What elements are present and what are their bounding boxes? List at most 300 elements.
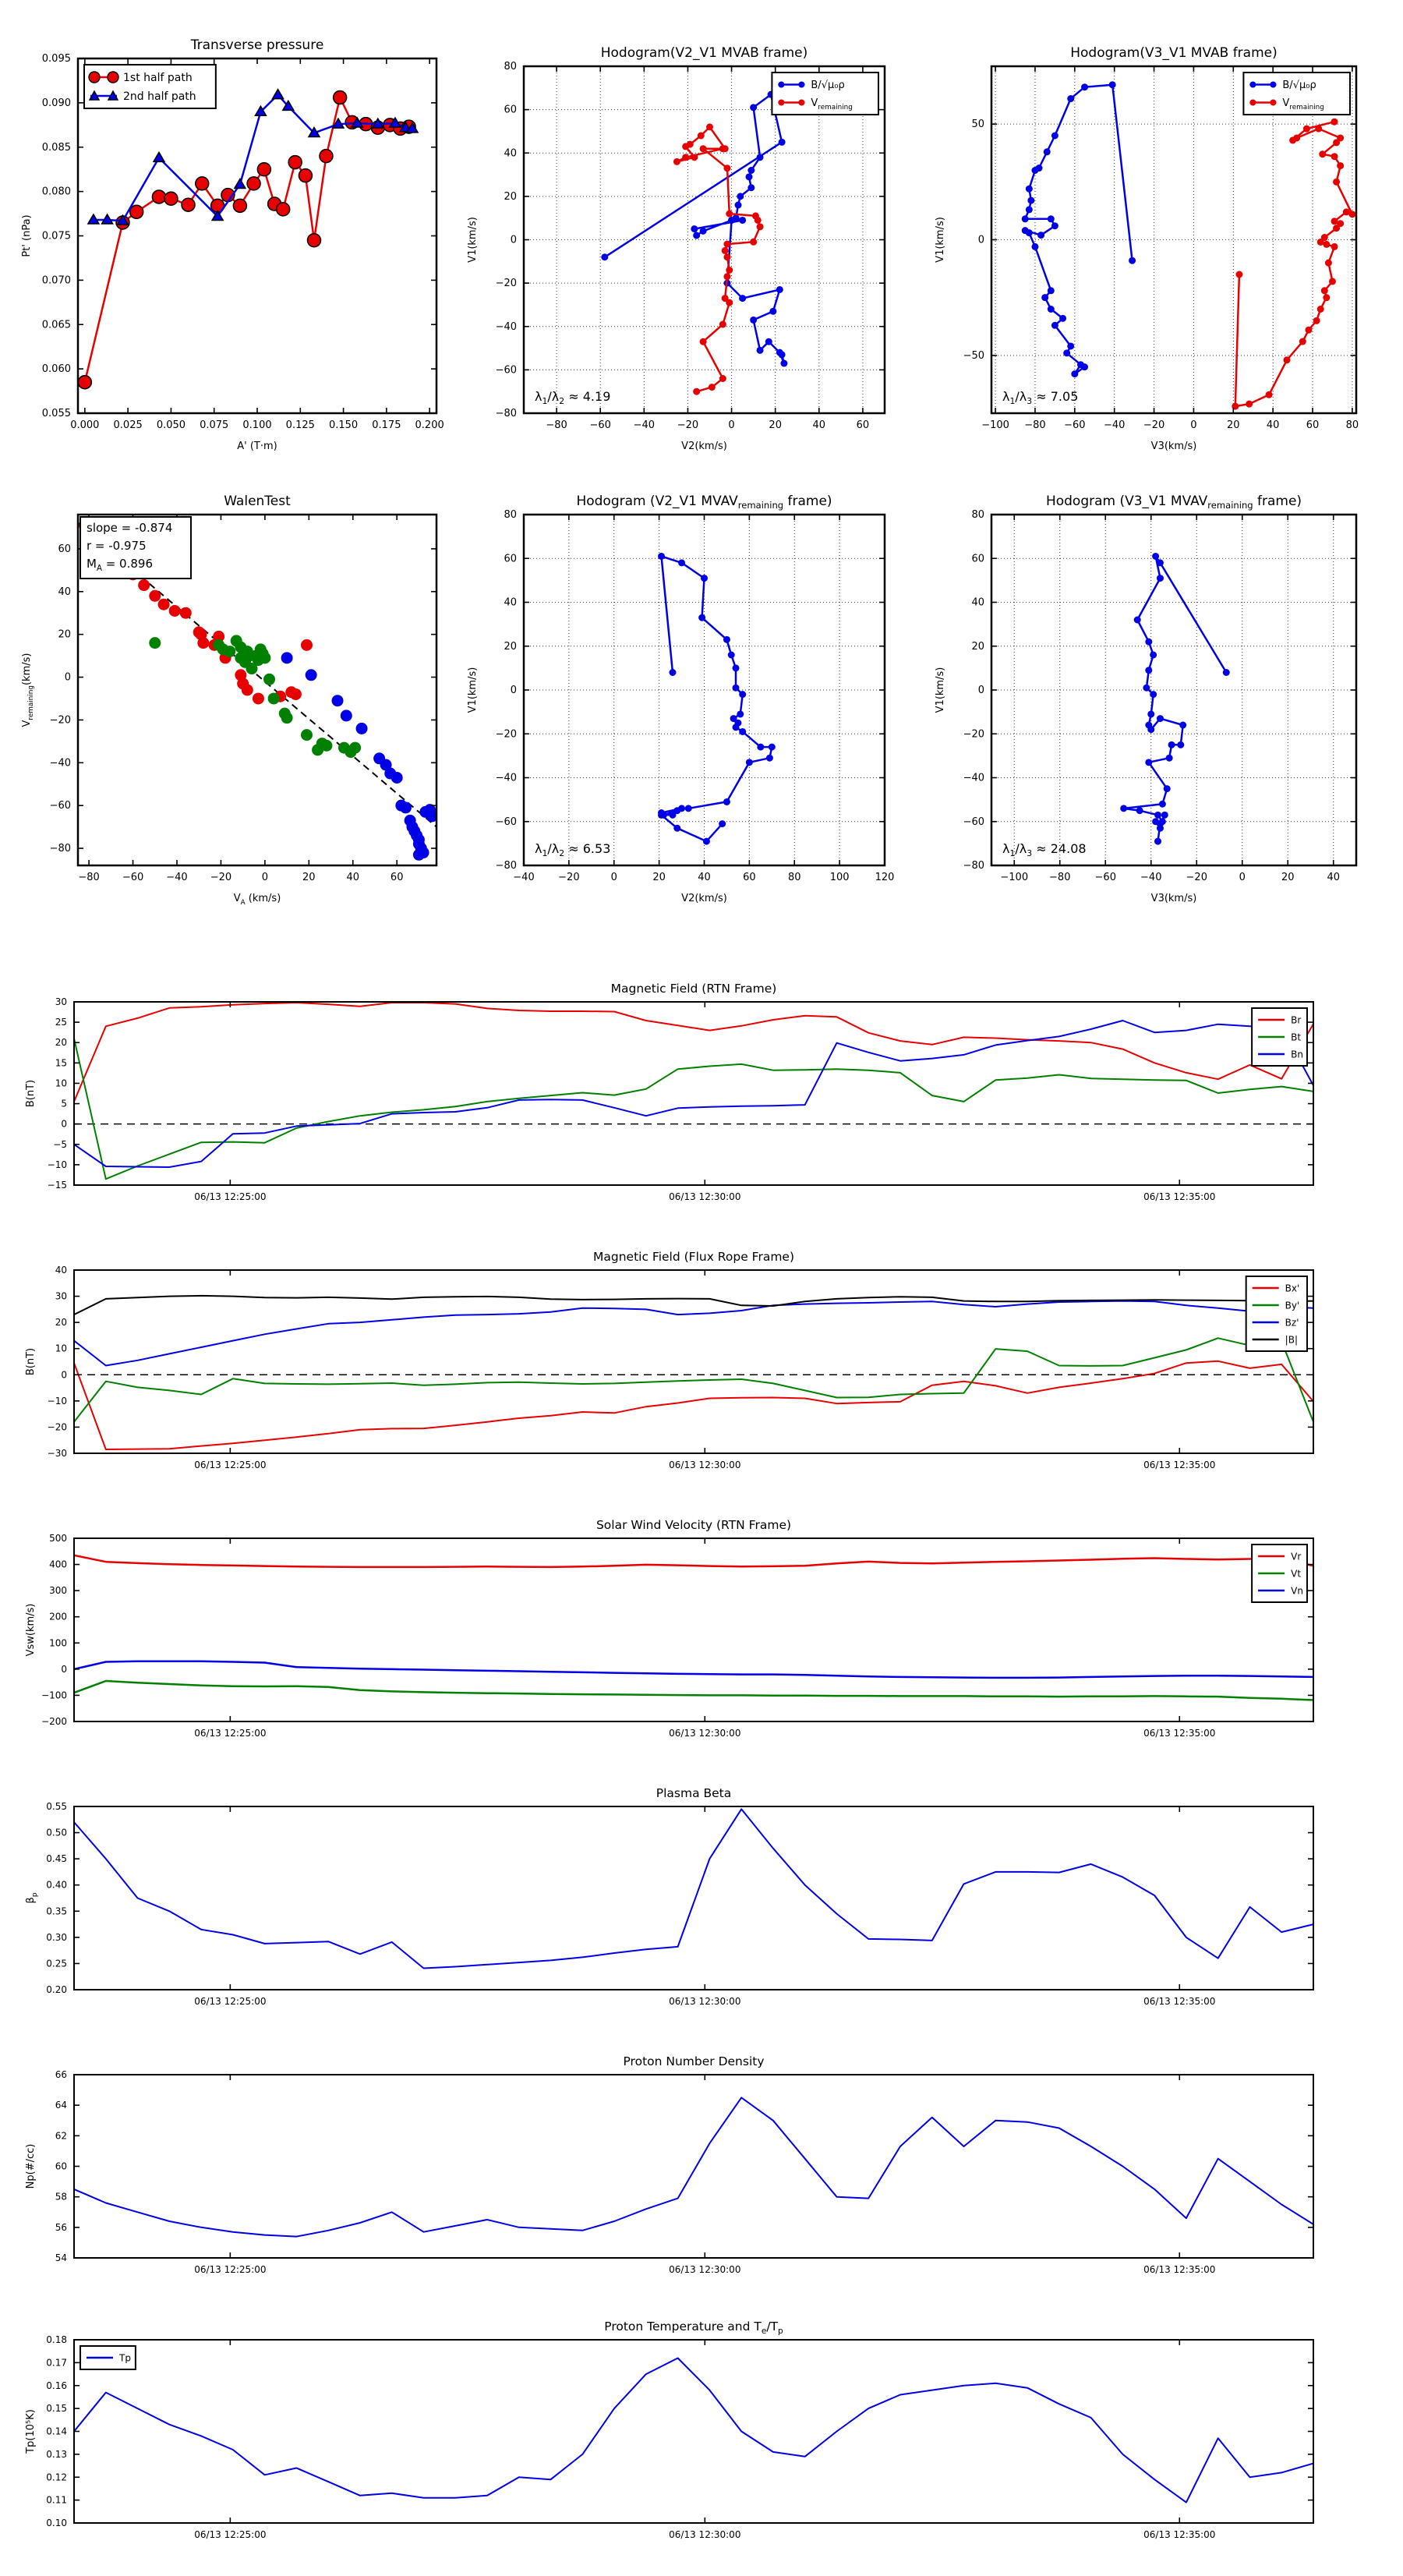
y-tick-label: −80 [963, 860, 984, 872]
legend-label: Bx' [1285, 1283, 1300, 1294]
proton-number-density [0, 2040, 1403, 2308]
axes-frame [524, 66, 885, 413]
y-tick-label: 20 [55, 1037, 67, 1049]
y-tick-label: 62 [55, 2130, 67, 2142]
y-tick-label: −20 [49, 714, 71, 727]
proton-temperature-tp-line [74, 2358, 1313, 2503]
x-tick-label: −100 [1000, 872, 1029, 883]
y-tick-label: 40 [58, 586, 71, 598]
x-tick-label: 0 [1239, 872, 1246, 883]
stats-line: slope = -0.874 [87, 521, 173, 535]
x-tick-label: 60 [390, 872, 404, 883]
x-tick-label: 06/13 12:25:00 [194, 1996, 267, 2007]
series-group [74, 1003, 1313, 1179]
series-group [74, 2097, 1313, 2236]
y-tick-label: 0 [61, 1369, 67, 1381]
x-tick-label: −60 [589, 419, 611, 431]
series-group [74, 1555, 1313, 1700]
chart-title: Magnetic Field (Flux Rope Frame) [593, 1250, 794, 1264]
y-axis-label: Np(#/cc) [25, 2143, 37, 2189]
x-tick-label: −40 [1140, 872, 1162, 883]
solar-wind-velocity-vt-line [74, 1681, 1313, 1700]
tick-labels [46, 2334, 1215, 2540]
x-tick-label: −20 [1186, 872, 1207, 883]
x-tick-label: 100 [829, 872, 850, 883]
y-tick-label: 58 [55, 2191, 67, 2203]
x-tick-label: 06/13 12:30:00 [669, 2529, 741, 2540]
y-tick-label: −50 [963, 349, 984, 362]
hodogram-v2v1-mvab-v-remaining-line [677, 127, 760, 391]
x-tick-label: 06/13 12:25:00 [194, 1728, 267, 1739]
x-tick-label: −100 [981, 419, 1009, 431]
y-axis-label: Pt' (nPa) [21, 214, 33, 257]
hodogram-v3v1-mvav-v-hodogram-line [1124, 556, 1227, 841]
hodogram-v3v1-mvav-svg [935, 456, 1403, 922]
legend-label: Vt [1291, 1568, 1302, 1580]
gridlines [991, 515, 1356, 865]
gridlines [991, 66, 1356, 413]
y-tick-label: 300 [49, 1585, 67, 1597]
chart-title: Hodogram(V2_V1 MVAB frame) [600, 45, 808, 61]
y-tick-label: 0.35 [46, 1905, 67, 1917]
y-tick-label: 0 [510, 234, 517, 246]
y-axis-label: B(nT) [25, 1079, 37, 1108]
legend-label: By' [1285, 1300, 1300, 1311]
magnetic-field-rtn-bt-line [74, 1039, 1313, 1179]
proton-number-density-svg [0, 2040, 1403, 2308]
legend-label: Bn [1291, 1049, 1303, 1060]
y-tick-label: 50 [971, 119, 984, 131]
chart-title: Hodogram (V3_V1 $MVAV_{remaining}$ frame) [1045, 494, 1302, 511]
y-tick-label: 0.11 [46, 2494, 67, 2506]
x-tick-label: −40 [1103, 419, 1126, 431]
x-axis-label: $V_A$ (km/s) [233, 893, 281, 907]
x-tick-label: −20 [210, 872, 232, 883]
x-tick-label: −40 [166, 872, 188, 883]
x-tick-label: 0.150 [328, 419, 359, 431]
y-tick-label: −60 [49, 800, 71, 812]
y-tick-label: 25 [55, 1017, 67, 1028]
axes-frame [991, 66, 1356, 413]
legend [84, 65, 216, 108]
y-tick-label: 20 [58, 628, 71, 641]
legend-label: 2nd half path [123, 90, 196, 104]
chart-title: Proton Temperature and $T_e/T_p$ [604, 2319, 783, 2336]
y-tick-label: 0 [64, 671, 71, 684]
magnetic-field-rtn-br-line [74, 1003, 1313, 1102]
y-tick-label: 0 [61, 1118, 67, 1130]
y-tick-label: −20 [495, 728, 517, 741]
chart-title: WalenTest [224, 494, 291, 509]
x-tick-label: 06/13 12:25:00 [194, 1191, 267, 1202]
chart-title: Hodogram (V2_V1 $MVAV_{remaining}$ frame) [576, 494, 832, 511]
x-tick-label: 06/13 12:35:00 [1143, 1191, 1216, 1202]
x-tick-label: 0.025 [113, 419, 143, 431]
series-group [1022, 81, 1356, 409]
transverse-pressure-second-half-path-line [94, 95, 412, 221]
y-tick-label: 0.095 [41, 53, 71, 65]
x-tick-label: 0.200 [415, 419, 444, 431]
x-tick-label: −80 [1024, 419, 1046, 431]
y-tick-label: 15 [55, 1057, 67, 1069]
y-axis-label: V1(km/s) [468, 667, 479, 713]
y-tick-label: 10 [55, 1343, 67, 1354]
x-tick-label: −20 [1143, 419, 1165, 431]
magnetic-field-flux-rope-b-mag-line [74, 1296, 1313, 1315]
legend-label: Vn [1291, 1585, 1303, 1597]
chart-title: Hodogram(V3_V1 MVAB frame) [1070, 45, 1278, 61]
legend [1246, 1276, 1307, 1351]
y-tick-label: 0.085 [41, 141, 71, 154]
y-tick-label: 40 [504, 147, 517, 160]
solar-wind-velocity [0, 1503, 1403, 1771]
x-tick-label: 20 [652, 872, 666, 883]
x-tick-label: −60 [1064, 419, 1086, 431]
x-tick-label: 20 [769, 419, 782, 431]
y-tick-label: 0.090 [41, 97, 71, 109]
x-tick-label: −20 [677, 419, 699, 431]
y-tick-label: 0 [977, 685, 984, 696]
legend [1252, 1545, 1307, 1602]
x-tick-label: 20 [1227, 419, 1240, 431]
legend [1243, 73, 1350, 115]
magnetic-field-rtn-bn-line [74, 1021, 1313, 1167]
y-tick-label: 30 [55, 996, 67, 1007]
y-tick-label: −20 [47, 1421, 67, 1433]
y-tick-label: −80 [495, 408, 517, 419]
y-tick-label: 400 [49, 1559, 67, 1570]
proton-number-density-np-line [74, 2097, 1313, 2236]
tick-labels [48, 996, 1216, 1202]
y-tick-label: 0.12 [46, 2472, 67, 2483]
y-tick-label: 0.45 [46, 1853, 67, 1865]
y-tick-label: 10 [55, 1077, 67, 1089]
x-axis-label: V2(km/s) [681, 441, 727, 452]
tick-labels [41, 1533, 1215, 1739]
y-tick-label: 100 [49, 1637, 67, 1649]
annotation: $\lambda_1/\lambda_2 \approx 6.53$ [535, 841, 611, 858]
legend-label: Vr [1291, 1551, 1302, 1562]
magnetic-field-rtn-svg [0, 967, 1403, 1235]
y-tick-label: 40 [971, 596, 984, 609]
legend-label: Bt [1291, 1031, 1302, 1043]
proton-temperature [0, 2305, 1403, 2573]
magnetic-field-flux-rope-by-prime-line [74, 1338, 1313, 1421]
series-group [601, 91, 787, 395]
walen-test [0, 456, 468, 922]
y-tick-label: 0.55 [46, 1801, 67, 1812]
legend-label: B/√μ₀ρ [811, 80, 845, 92]
x-axis-label: V2(km/s) [681, 893, 727, 904]
x-tick-label: −80 [546, 419, 567, 431]
x-tick-label: 06/13 12:30:00 [669, 1460, 741, 1470]
transverse-pressure [0, 0, 468, 468]
y-tick-label: 80 [504, 61, 517, 73]
y-tick-label: 0 [61, 1663, 67, 1675]
y-tick-label: 54 [55, 2252, 67, 2263]
legend-label: $V_{remaining}$ [1282, 97, 1324, 112]
tick-labels [496, 509, 895, 883]
x-tick-label: 0.175 [372, 419, 401, 431]
y-tick-label: 60 [971, 553, 984, 565]
x-tick-label: 06/13 12:35:00 [1143, 2264, 1216, 2275]
y-axis-label: Tp(10⁵K) [25, 2409, 37, 2454]
hodogram-v2v1-mvab [468, 0, 935, 468]
hodogram-v2v1-mvav [468, 456, 935, 922]
x-tick-label: 120 [875, 872, 895, 883]
axes-frame [74, 2075, 1313, 2258]
transverse-pressure-first-half-path-line [85, 97, 409, 382]
y-tick-label: −80 [49, 843, 71, 855]
legend-label: B/√μ₀ρ [1282, 80, 1316, 92]
tick-labels [46, 1801, 1215, 2007]
y-tick-label: 0.10 [46, 2518, 67, 2528]
axes-frame [74, 1806, 1313, 1990]
x-tick-label: 40 [346, 872, 360, 883]
stats-line: $M_A = 0.896$ [87, 557, 153, 573]
annotation: $\lambda_1/\lambda_3 \approx 7.05$ [1002, 389, 1079, 406]
tick-labels [496, 61, 870, 431]
legend [80, 2346, 136, 2369]
x-tick-label: 40 [1266, 419, 1280, 431]
y-tick-label: 60 [504, 553, 517, 565]
y-tick-label: 0.075 [41, 230, 71, 242]
tick-labels [55, 2069, 1216, 2275]
x-tick-label: 80 [1345, 419, 1359, 431]
y-tick-label: 0.15 [46, 2403, 67, 2415]
legend-label: $V_{remaining}$ [811, 97, 853, 112]
series-group [658, 553, 776, 845]
y-axis-label: V1(km/s) [935, 217, 946, 263]
x-tick-label: 06/13 12:25:00 [194, 2264, 267, 2275]
y-tick-label: −100 [41, 1690, 67, 1701]
y-tick-label: 64 [55, 2100, 67, 2111]
tick-labels [963, 119, 1359, 431]
axes-frame [74, 1002, 1313, 1185]
y-tick-label: 0.20 [46, 1984, 67, 1995]
x-tick-label: 06/13 12:35:00 [1143, 2529, 1216, 2540]
magnetic-field-flux-rope [0, 1235, 1403, 1503]
y-tick-label: 0 [977, 234, 984, 246]
axes-frame [74, 2340, 1313, 2523]
x-tick-label: 06/13 12:25:00 [194, 1460, 267, 1470]
proton-temperature-svg [0, 2305, 1403, 2573]
x-tick-label: −60 [122, 872, 144, 883]
y-tick-label: 200 [49, 1611, 67, 1622]
x-tick-label: 06/13 12:25:00 [194, 2529, 267, 2540]
plasma-beta-beta-line [74, 1809, 1313, 1968]
x-tick-label: 06/13 12:30:00 [669, 1996, 741, 2007]
x-tick-label: 0 [1190, 419, 1197, 431]
y-tick-label: 0.50 [46, 1827, 67, 1838]
legend-label: Tp [119, 2352, 131, 2364]
y-tick-label: 56 [55, 2221, 67, 2233]
x-tick-label: 60 [743, 872, 756, 883]
y-tick-label: 0.065 [41, 319, 71, 331]
legend-label: |B| [1285, 1334, 1299, 1346]
hodogram-v2v1-mvab-svg [468, 0, 935, 468]
hodogram-v3v1-mvab-b-alfven-line [1025, 85, 1132, 374]
solar-wind-velocity-svg [0, 1503, 1403, 1771]
stats-box [80, 517, 191, 579]
walen-test-svg [0, 456, 468, 922]
x-tick-label: 06/13 12:30:00 [669, 1728, 741, 1739]
chart-title: Plasma Beta [656, 1786, 732, 1800]
y-tick-label: 0.055 [41, 408, 71, 419]
y-tick-label: −80 [495, 860, 517, 872]
gridlines [524, 66, 885, 413]
chart-title: Solar Wind Velocity (RTN Frame) [595, 1518, 792, 1532]
legend-label: Br [1291, 1014, 1302, 1026]
y-axis-label: B(nT) [25, 1347, 37, 1376]
y-tick-label: 0.070 [41, 274, 71, 287]
x-tick-label: 40 [1327, 872, 1341, 883]
y-tick-label: −60 [963, 816, 984, 828]
magnetic-field-rtn [0, 967, 1403, 1235]
axes-frame [991, 515, 1356, 865]
y-axis-label: V1(km/s) [468, 217, 479, 263]
hodogram-v2v1-mvav-svg [468, 456, 935, 922]
magnetic-field-flux-rope-svg [0, 1235, 1403, 1503]
y-tick-label: −40 [495, 320, 517, 333]
x-tick-label: −80 [78, 872, 100, 883]
y-tick-label: 60 [504, 104, 517, 116]
magnetic-field-flux-rope-bz-prime-line [74, 1301, 1313, 1366]
x-tick-label: 0.000 [70, 419, 100, 431]
legend-label: 1st half path [123, 72, 193, 85]
legend-label: Bz' [1285, 1317, 1299, 1329]
y-tick-label: −10 [47, 1159, 67, 1170]
y-tick-label: 20 [504, 190, 517, 203]
chart-title: Proton Number Density [623, 2054, 765, 2068]
hodogram-v3v1-mvab-svg [935, 0, 1403, 468]
y-tick-label: 20 [971, 640, 984, 653]
y-tick-label: 0.13 [46, 2448, 67, 2460]
y-tick-label: −5 [53, 1138, 67, 1150]
chart-title: Magnetic Field (RTN Frame) [610, 982, 777, 996]
chart-title: Transverse pressure [190, 37, 324, 53]
x-tick-label: 80 [787, 872, 801, 883]
x-tick-label: 0 [728, 419, 735, 431]
x-tick-label: 06/13 12:35:00 [1143, 1996, 1216, 2007]
plasma-beta-svg [0, 1771, 1403, 2040]
tick-labels [42, 53, 444, 431]
y-tick-label: −40 [49, 757, 71, 770]
y-tick-label: −40 [963, 772, 984, 784]
series-group [74, 1296, 1313, 1449]
x-tick-label: 40 [812, 419, 826, 431]
y-axis-label: $\beta_p$ [25, 1892, 39, 1904]
x-tick-label: 0 [610, 872, 617, 883]
y-tick-label: 5 [61, 1098, 67, 1109]
y-tick-label: −40 [495, 772, 517, 784]
y-tick-label: 0.14 [46, 2426, 67, 2437]
x-axis-label: V3(km/s) [1150, 441, 1197, 452]
x-tick-label: 0 [261, 872, 269, 883]
series-group [1120, 553, 1230, 845]
y-tick-label: −60 [495, 364, 517, 377]
x-tick-label: 60 [856, 419, 870, 431]
y-tick-label: 40 [504, 596, 517, 609]
solar-wind-velocity-vn-line [74, 1661, 1313, 1678]
gridlines [524, 515, 885, 865]
x-tick-label: −20 [558, 872, 580, 883]
y-tick-label: −200 [41, 1716, 67, 1727]
y-tick-label: 0.17 [46, 2357, 67, 2369]
x-tick-label: 0.075 [200, 419, 229, 431]
y-tick-label: 0.30 [46, 1931, 67, 1943]
y-tick-label: 20 [504, 640, 517, 653]
stats-line: r = -0.975 [87, 539, 147, 553]
y-tick-label: −60 [495, 816, 517, 828]
x-tick-label: −40 [633, 419, 656, 431]
x-tick-label: 0.100 [242, 419, 272, 431]
hodogram-v3v1-mvav [935, 456, 1403, 922]
series-group [78, 90, 418, 389]
legend [1252, 1008, 1307, 1066]
legend [772, 73, 878, 115]
y-tick-label: 40 [55, 1265, 67, 1276]
y-tick-label: 80 [504, 509, 517, 521]
hodogram-v3v1-mvab [935, 0, 1403, 468]
x-tick-label: −80 [1049, 872, 1071, 883]
y-tick-label: 0.25 [46, 1958, 67, 1969]
transverse-pressure-svg [0, 0, 468, 468]
x-tick-label: 20 [302, 872, 316, 883]
x-tick-label: −60 [1094, 872, 1116, 883]
annotation: $\lambda_1/\lambda_2 \approx 4.19$ [535, 389, 611, 406]
x-tick-label: 20 [1281, 872, 1295, 883]
y-tick-label: 0.18 [46, 2334, 67, 2345]
y-axis-label: $V_{remaining}(km/s)$ [21, 653, 35, 727]
annotation: $\lambda_1/\lambda_3 \approx 24.08$ [1002, 841, 1087, 858]
x-tick-label: 06/13 12:30:00 [669, 1191, 741, 1202]
y-tick-label: −30 [47, 1448, 67, 1459]
series-group [74, 2358, 1313, 2503]
y-tick-label: 30 [55, 1290, 67, 1302]
y-axis-label: V1(km/s) [935, 667, 946, 713]
y-tick-label: 0.40 [46, 1879, 67, 1891]
y-tick-label: 80 [971, 509, 984, 521]
y-tick-label: 0 [510, 685, 517, 696]
y-tick-label: −10 [47, 1395, 67, 1407]
x-axis-label: V3(km/s) [1150, 893, 1197, 904]
x-tick-label: 0.050 [156, 419, 186, 431]
y-tick-label: 0.080 [41, 186, 71, 198]
y-tick-label: 500 [49, 1533, 67, 1544]
y-axis-label: Vsw(km/s) [25, 1603, 37, 1657]
y-tick-label: −20 [495, 278, 517, 290]
y-tick-label: 66 [55, 2069, 67, 2080]
y-tick-label: −15 [47, 1180, 67, 1191]
y-tick-label: 0.16 [46, 2380, 67, 2391]
x-tick-label: 0.125 [285, 419, 315, 431]
x-tick-label: 60 [1306, 419, 1320, 431]
hodogram-v3v1-mvab-v-remaining-line [1235, 122, 1352, 406]
x-tick-label: 40 [698, 872, 711, 883]
x-tick-label: 06/13 12:35:00 [1143, 1460, 1216, 1470]
y-tick-label: 0.060 [41, 363, 71, 376]
hodogram-v2v1-mvav-v-hodogram-line [662, 556, 772, 841]
y-tick-label: 20 [55, 1317, 67, 1329]
y-tick-label: 60 [58, 543, 71, 555]
x-tick-label: −40 [513, 872, 535, 883]
x-axis-label: A' (T·m) [237, 441, 277, 452]
plasma-beta [0, 1771, 1403, 2040]
x-tick-label: 06/13 12:35:00 [1143, 1728, 1216, 1739]
y-tick-label: 60 [55, 2160, 67, 2172]
y-tick-label: −20 [963, 728, 984, 741]
